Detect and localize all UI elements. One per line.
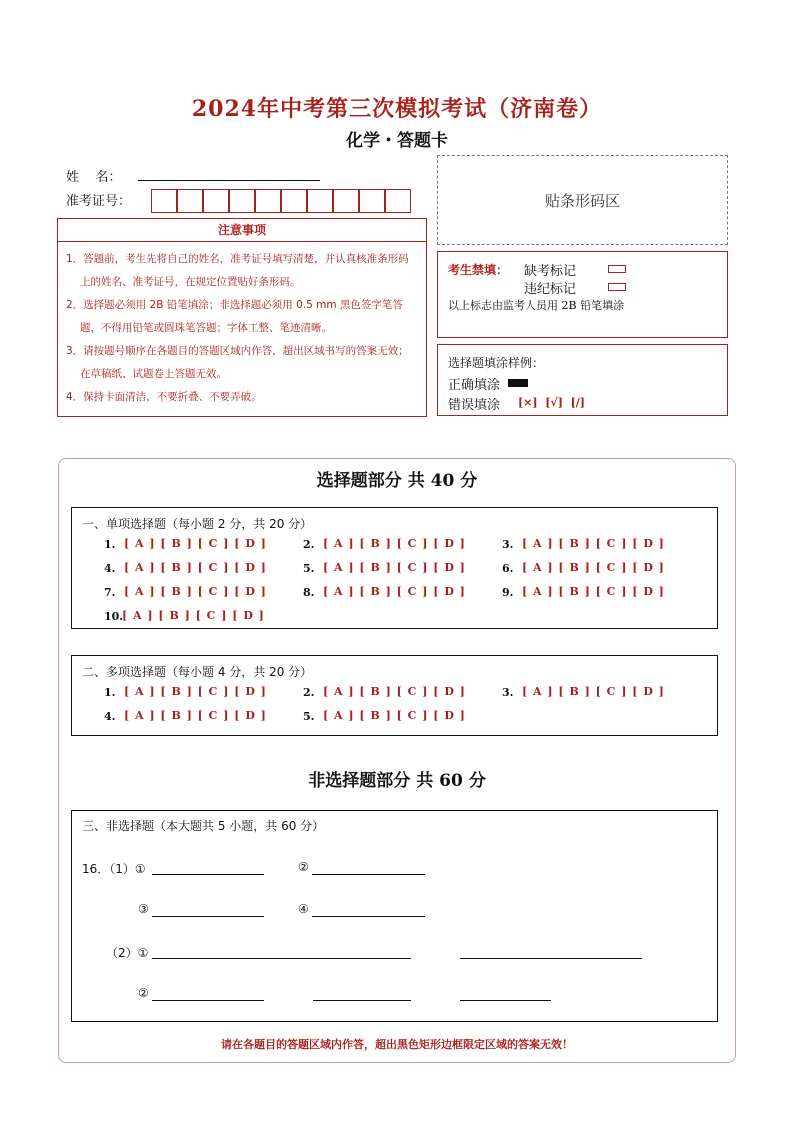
id-digit-box[interactable] bbox=[281, 189, 307, 213]
question-number: 1. bbox=[104, 686, 116, 699]
question-number: 6. bbox=[502, 562, 514, 575]
wrong-fill-label: 错误填涂 bbox=[448, 398, 501, 413]
filled-mark-sample bbox=[508, 379, 528, 387]
question-number: 9. bbox=[502, 586, 514, 599]
question-number: 4. bbox=[104, 562, 116, 575]
answer-blank[interactable] bbox=[312, 874, 425, 875]
id-label: 准考证号： bbox=[66, 194, 132, 209]
sample-title: 选择题填涂样例： bbox=[448, 356, 545, 370]
question-number: 3. bbox=[502, 686, 514, 699]
footer-warning: 请在各题目的答题区域内作答，超出黑色矩形边框限定区域的答案无效！ bbox=[221, 1038, 573, 1051]
answer-blank[interactable] bbox=[152, 916, 264, 917]
answer-options[interactable]: [ A ] [ B ] [ C ] [ D ] bbox=[323, 561, 466, 574]
answer-blank[interactable] bbox=[152, 958, 411, 959]
blank-2-label: ② bbox=[298, 860, 309, 874]
multi-choice-header: 二、多项选择题（每小题 4 分，共 20 分） bbox=[82, 665, 313, 679]
answer-blank[interactable] bbox=[152, 1000, 264, 1001]
answer-options[interactable]: [ A ] [ B ] [ C ] [ D ] bbox=[323, 685, 466, 698]
answer-blank[interactable] bbox=[460, 1000, 551, 1001]
nonchoice-box bbox=[71, 810, 718, 1022]
id-digit-box[interactable] bbox=[229, 189, 255, 213]
fill-sample-box bbox=[437, 344, 728, 416]
notice-title: 注意事项 bbox=[57, 218, 427, 242]
id-digit-box[interactable] bbox=[385, 189, 411, 213]
single-choice-header: 一、单项选择题（每小题 2 分，共 20 分） bbox=[82, 517, 313, 531]
question-number: 3. bbox=[502, 538, 514, 551]
question-number: 1. bbox=[104, 538, 116, 551]
question-number: 5. bbox=[303, 562, 315, 575]
barcode-area bbox=[437, 155, 728, 245]
id-digit-box[interactable] bbox=[307, 189, 333, 213]
part2-blank-2-label: ② bbox=[138, 986, 149, 1000]
id-digit-box[interactable] bbox=[203, 189, 229, 213]
answer-options[interactable]: [ A ] [ B ] [ C ] [ D ] bbox=[122, 609, 265, 622]
answer-options[interactable]: [ A ] [ B ] [ C ] [ D ] bbox=[124, 561, 267, 574]
answer-options[interactable]: [ A ] [ B ] [ C ] [ D ] bbox=[323, 709, 466, 722]
notice-body bbox=[57, 242, 427, 417]
page-title: 2024年中考第三次模拟考试（济南卷） bbox=[191, 96, 603, 122]
answer-options[interactable]: [ A ] [ B ] [ C ] [ D ] bbox=[124, 537, 267, 550]
id-digit-box[interactable] bbox=[255, 189, 281, 213]
blank-4-label: ④ bbox=[298, 902, 309, 916]
page-subtitle: 化学・答题卡 bbox=[346, 131, 448, 151]
answer-blank[interactable] bbox=[312, 916, 425, 917]
nonchoice-section-title: 非选择题部分 共 60 分 bbox=[308, 771, 486, 791]
answer-options[interactable]: [ A ] [ B ] [ C ] [ D ] bbox=[522, 685, 665, 698]
single-choice-box bbox=[71, 507, 718, 629]
notice-item: 3．请按题号顺序在各题目的答题区域内作答，超出区域书写的答案无效；在草稿纸、试题卷上答题无效。 bbox=[66, 345, 409, 380]
id-digit-box[interactable] bbox=[151, 189, 177, 213]
answer-blank[interactable] bbox=[313, 1000, 411, 1001]
correct-fill-label: 正确填涂 bbox=[448, 378, 501, 393]
question-number: 5. bbox=[303, 710, 315, 723]
answer-options[interactable]: [ A ] [ B ] [ C ] [ D ] bbox=[124, 685, 267, 698]
name-field[interactable] bbox=[138, 180, 320, 181]
id-digit-box[interactable] bbox=[333, 189, 359, 213]
answer-options[interactable]: [ A ] [ B ] [ C ] [ D ] bbox=[522, 537, 665, 550]
proctor-label: 考生禁填： bbox=[448, 263, 509, 277]
answer-options[interactable]: [ A ] [ B ] [ C ] [ D ] bbox=[323, 585, 466, 598]
violation-label: 违纪标记 bbox=[524, 282, 577, 297]
notice-item: 1．答题前，考生先将自己的姓名，准考证号填写清楚，并认真核准条形码上的姓名、准考证号，在规定位置贴好条形码。 bbox=[66, 253, 409, 288]
answer-blank[interactable] bbox=[152, 874, 264, 875]
blank-3-label: ③ bbox=[138, 902, 149, 916]
absent-label: 缺考标记 bbox=[524, 264, 577, 279]
choice-section-title: 选择题部分 共 40 分 bbox=[316, 471, 478, 491]
question-number: 7. bbox=[104, 586, 116, 599]
answer-options[interactable]: [ A ] [ B ] [ C ] [ D ] bbox=[522, 561, 665, 574]
proctor-mark-box bbox=[437, 251, 728, 338]
nonchoice-header: 三、非选择题（本大题共 5 小题，共 60 分） bbox=[82, 819, 325, 833]
notice-item: 2．选择题必须用 2B 铅笔填涂；非选择题必须用 0.5 mm 黑色签字笔答题，不得用铅笔或圆珠笔答题；字体工整、笔迹清晰。 bbox=[66, 299, 403, 334]
answer-blank[interactable] bbox=[460, 958, 642, 959]
violation-mark-box[interactable] bbox=[608, 283, 626, 291]
question-number: 10. bbox=[104, 610, 124, 623]
id-digit-box[interactable] bbox=[177, 189, 203, 213]
absent-mark-box[interactable] bbox=[608, 265, 626, 273]
q16-part2-label: （2）① bbox=[106, 946, 149, 960]
name-label: 姓 名： bbox=[66, 170, 122, 185]
notice-item: 4．保持卡面清洁，不要折叠、不要弄破。 bbox=[66, 391, 262, 403]
barcode-label: 贴条形码区 bbox=[544, 191, 620, 210]
wrong-fill-marks: [×] [√] [/] bbox=[518, 396, 586, 409]
id-digit-box[interactable] bbox=[359, 189, 385, 213]
question-number: 8. bbox=[303, 586, 315, 599]
multi-choice-box bbox=[71, 655, 718, 736]
answer-options[interactable]: [ A ] [ B ] [ C ] [ D ] bbox=[124, 709, 267, 722]
question-number: 2. bbox=[303, 686, 315, 699]
proctor-note: 以上标志由监考人员用 2B 铅笔填涂 bbox=[448, 299, 625, 312]
question-number: 2. bbox=[303, 538, 315, 551]
answer-options[interactable]: [ A ] [ B ] [ C ] [ D ] bbox=[124, 585, 267, 598]
answer-options[interactable]: [ A ] [ B ] [ C ] [ D ] bbox=[522, 585, 665, 598]
answer-options[interactable]: [ A ] [ B ] [ C ] [ D ] bbox=[323, 537, 466, 550]
q16-part1-label: 16．（1）① bbox=[82, 862, 146, 876]
question-number: 4. bbox=[104, 710, 116, 723]
